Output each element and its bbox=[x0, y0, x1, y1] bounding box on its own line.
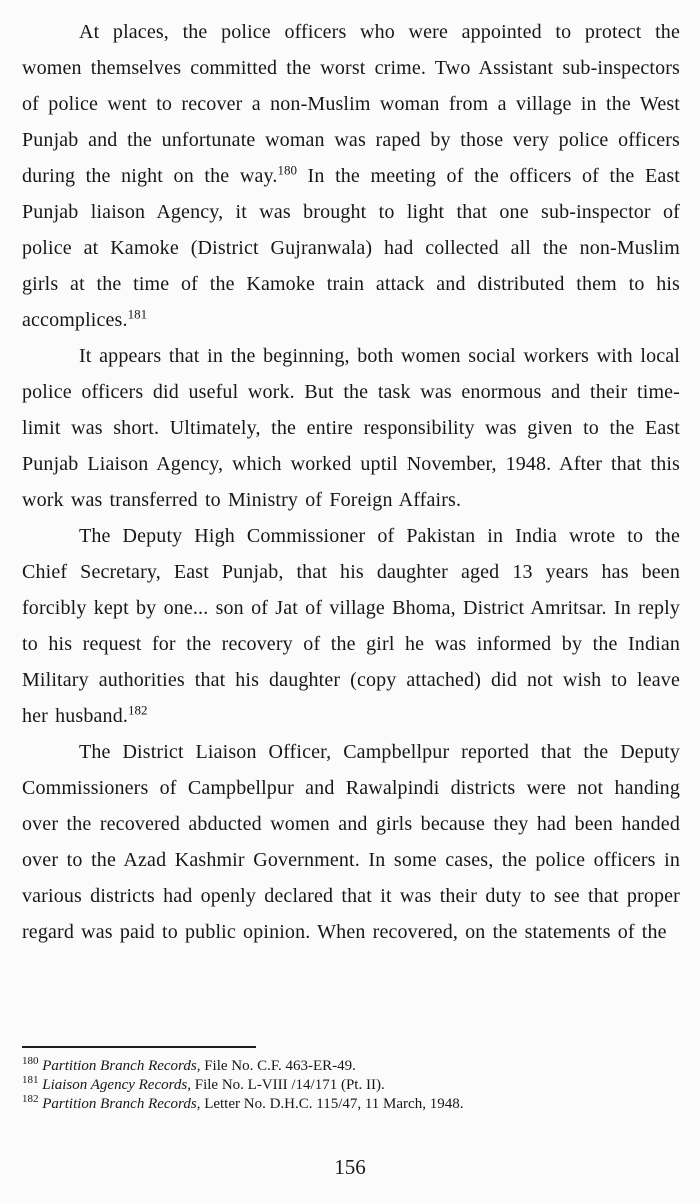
footnote-source: Liaison Agency Records bbox=[42, 1077, 188, 1093]
footnote-source: Partition Branch Records bbox=[42, 1096, 197, 1112]
paragraph: The District Liaison Officer, Campbellpur reported that the Deputy Commissioners of Campbellpur and Rawalpindi districts were not handing over the recovered abducted women and girls because they had been handed over to the Azad Kashmir Government. In some cases, the police officers in various districts had openly declared that it was their duty to see that proper regard was paid to public opinion. When recovered, on the statements of the bbox=[22, 741, 680, 943]
paragraph: The Deputy High Commissioner of Pakistan in India wrote to the Chief Secretary, East Punjab, that his daughter aged 13 years has been forcibly kept by one... son of Jat of village Bhoma, District Amritsar. In reply to his request for the recovery of the girl he was informed by the Indian Military authorities that his daughter (copy attached) did not wish to leave her husband.$^{182}$ bbox=[22, 525, 680, 727]
footnotes bbox=[22, 1057, 680, 1114]
paragraph: It appears that in the beginning, both women social workers with local police officers did useful work. But the task was enormous and their time-limit was short. Ultimately, the entire responsibility was given to the East Punjab Liaison Agency, which worked uptil November, 1948. After that this work was transferred to Ministry of Foreign Affairs. bbox=[22, 345, 680, 511]
footnote-marker: 182 bbox=[22, 1093, 39, 1105]
footnote-marker: 180 bbox=[22, 1055, 39, 1067]
footnote: $^{181}$ Liaison Agency Records, File No. L-VIII /14/171 (Pt. II). bbox=[22, 1074, 385, 1093]
footnote: $^{182}$ Partition Branch Records, Letter No. D.H.C. 115/47, 11 March, 1948. bbox=[22, 1093, 464, 1112]
footnote-marker: 181 bbox=[22, 1074, 39, 1086]
footnote-reference: 181 bbox=[127, 306, 148, 322]
footnote-reference: 182 bbox=[128, 702, 148, 718]
footnote: $^{180}$ Partition Branch Records, File No. C.F. 463-ER-49. bbox=[22, 1055, 356, 1074]
page-number: 156 bbox=[334, 1155, 366, 1179]
footnote-reference: 180 bbox=[277, 162, 297, 178]
footnote-source: Partition Branch Records bbox=[42, 1058, 197, 1074]
paragraph: At places, the police officers who were appointed to protect the women themselves committed the worst crime. Two Assistant sub-inspectors of police went to recover a non-Muslim woman from a village in the West Punjab and the unfortunate woman was raped by those very police officers during the night on the way.$^{180}$ In the meeting of the officers of the East Punjab liaison Agency, it was brought to light that one sub-inspector of police at Kamoke (District Gujranwala) had collected all the non-Muslim girls at the time of the Kamoke train attack and distributed them to his accomplices.$^{181}$ bbox=[22, 21, 680, 331]
footnote-separator bbox=[22, 1046, 256, 1048]
footnote-block bbox=[22, 1046, 680, 1114]
